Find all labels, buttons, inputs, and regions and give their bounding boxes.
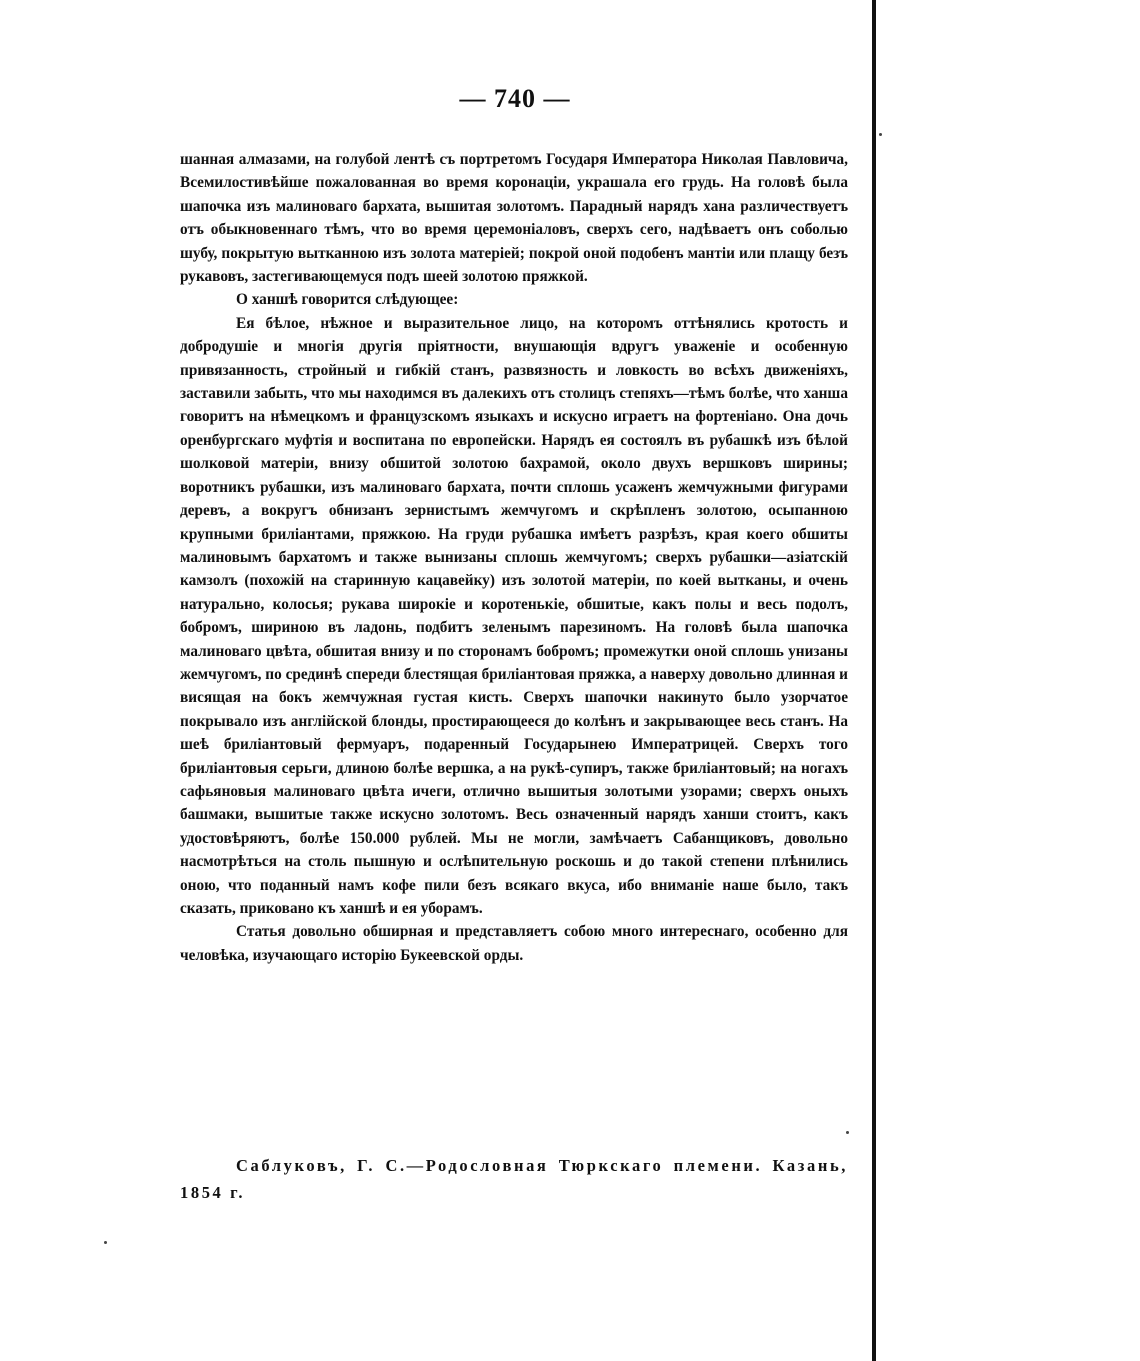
main-text bbox=[180, 148, 848, 967]
paper-speck bbox=[879, 133, 882, 136]
paragraph-khansha-description: Ея бѣлое, нѣжное и выразительное лицо, на которомъ оттѣнялись кротость и добродушіе и многія другія пріятности, внушающія вдругъ уваженіе и особенную привязанность, стройный и гибкій станъ, развязность и ловкость во всѣхъ движеніяхъ, заставили забыть, что мы находимся въ далекихъ отъ столицъ степяхъ—тѣмъ болѣе, что ханша говоритъ на нѣмецкомъ и французскомъ языкахъ и искусно играетъ на фортеніано. Она дочь оренбургскаго муфтія и воспитана по европейски. Нарядъ ея состоялъ въ рубашкѣ изъ бѣлой шолковой матеріи, внизу обшитой золотою бахрамой, около двухъ вершковъ ширины; воротникъ рубашки, изъ малиноваго бархата, почти сплошь усаженъ жемчужными фигурами деревъ, а вокругъ обнизанъ зернистымъ жемчугомъ и скрѣпленъ золотою, осыпанною крупными бриліантами, пряжкою. На груди рубашка имѣетъ разрѣзъ, края коего обшиты малиновымъ бархатомъ и также вынизаны сплошь жемчугомъ; сверхъ рубашки—азіатскій камзолъ (похожій на старинную кацавейку) изъ золотой матеріи, по коей вытканы, и очень натурально, колосья; рукава широкіе и коротенькіе, обшитые, какъ полы и весь подолъ, бобромъ, шириною въ ладонь, подбитъ зеленымъ парезиномъ. На головѣ была шапочка малиноваго цвѣта, обшитая внизу и по сторонамъ бобромъ; промежутки оной сплошь унизаны жемчугомъ, по срединѣ спереди блестящая бриліантовая пряжка, а наверху довольно длинная и висящая на бокъ жемчужная густая кисть. Сверхъ шапочки накинуто было узорчатое покрывало изъ англійской блонды, простирающееся до колѣнъ и закрывающее весь станъ. На шеѣ бриліантовый фермуаръ, подаренный Государынею Императрицей. Сверхъ того бриліантовыя серьги, длиною болѣе вершка, а на рукѣ-супиръ, также бриліантовый; на ногахъ сафьяновыя малиноваго цвѣта ичеги, отлично вышитыя золотыми узорами; сверхъ оныхъ башмаки, вышитые также искусно золотомъ. Весь означенный нарядъ ханши стоитъ, какъ удостовѣряютъ, болѣе 150.000 рублей. Мы не могли, замѣчаетъ Сабанщиковъ, довольно насмотрѣться на столь пышную и ослѣпительную роскошь и до такой степени плѣнились оною, что поданный намъ кофе пили безъ всякаго вкуса, ибо вниманіе наше было, такъ сказать, приковано къ ханшѣ и ея уборамъ. bbox=[180, 314, 848, 917]
page-number: — 740 — bbox=[459, 84, 571, 113]
paragraph-khansha-intro: О ханшѣ говорится слѣдующее: bbox=[236, 291, 459, 309]
page-edge-line bbox=[872, 0, 876, 1361]
paragraph-article-summary: Статья довольно обширная и представляетъ собою много интереснаго, особенно для человѣка, изучающаго исторію Букеевской орды. bbox=[180, 923, 848, 964]
paper-speck bbox=[104, 1241, 107, 1244]
bibliography-entry: Саблуковъ, Г. С.—Родословная Тюркскаго племени. Казань, 1854 г. bbox=[180, 1156, 848, 1202]
paragraph-continuation: шанная алмазами, на голубой лентѣ съ портретомъ Государя Императора Николая Павловича, Всемилостивѣйше пожалованная во время коронаціи, украшала его грудь. На головѣ была шапочка изъ малиноваго бархата, вышитая золотомъ. Парадный нарядъ хана различествуетъ отъ обыкновеннаго тѣмъ, что во время церемоніаловъ, сверхъ сего, надѣваетъ онъ соболью шубу, покрытую вытканною изъ золота матеріей; покрой оной подобенъ мантіи или плащу безъ рукавовъ, застегивающемуся подъ шеей золотою пряжкой. bbox=[180, 151, 848, 286]
paper-speck bbox=[846, 1131, 849, 1134]
